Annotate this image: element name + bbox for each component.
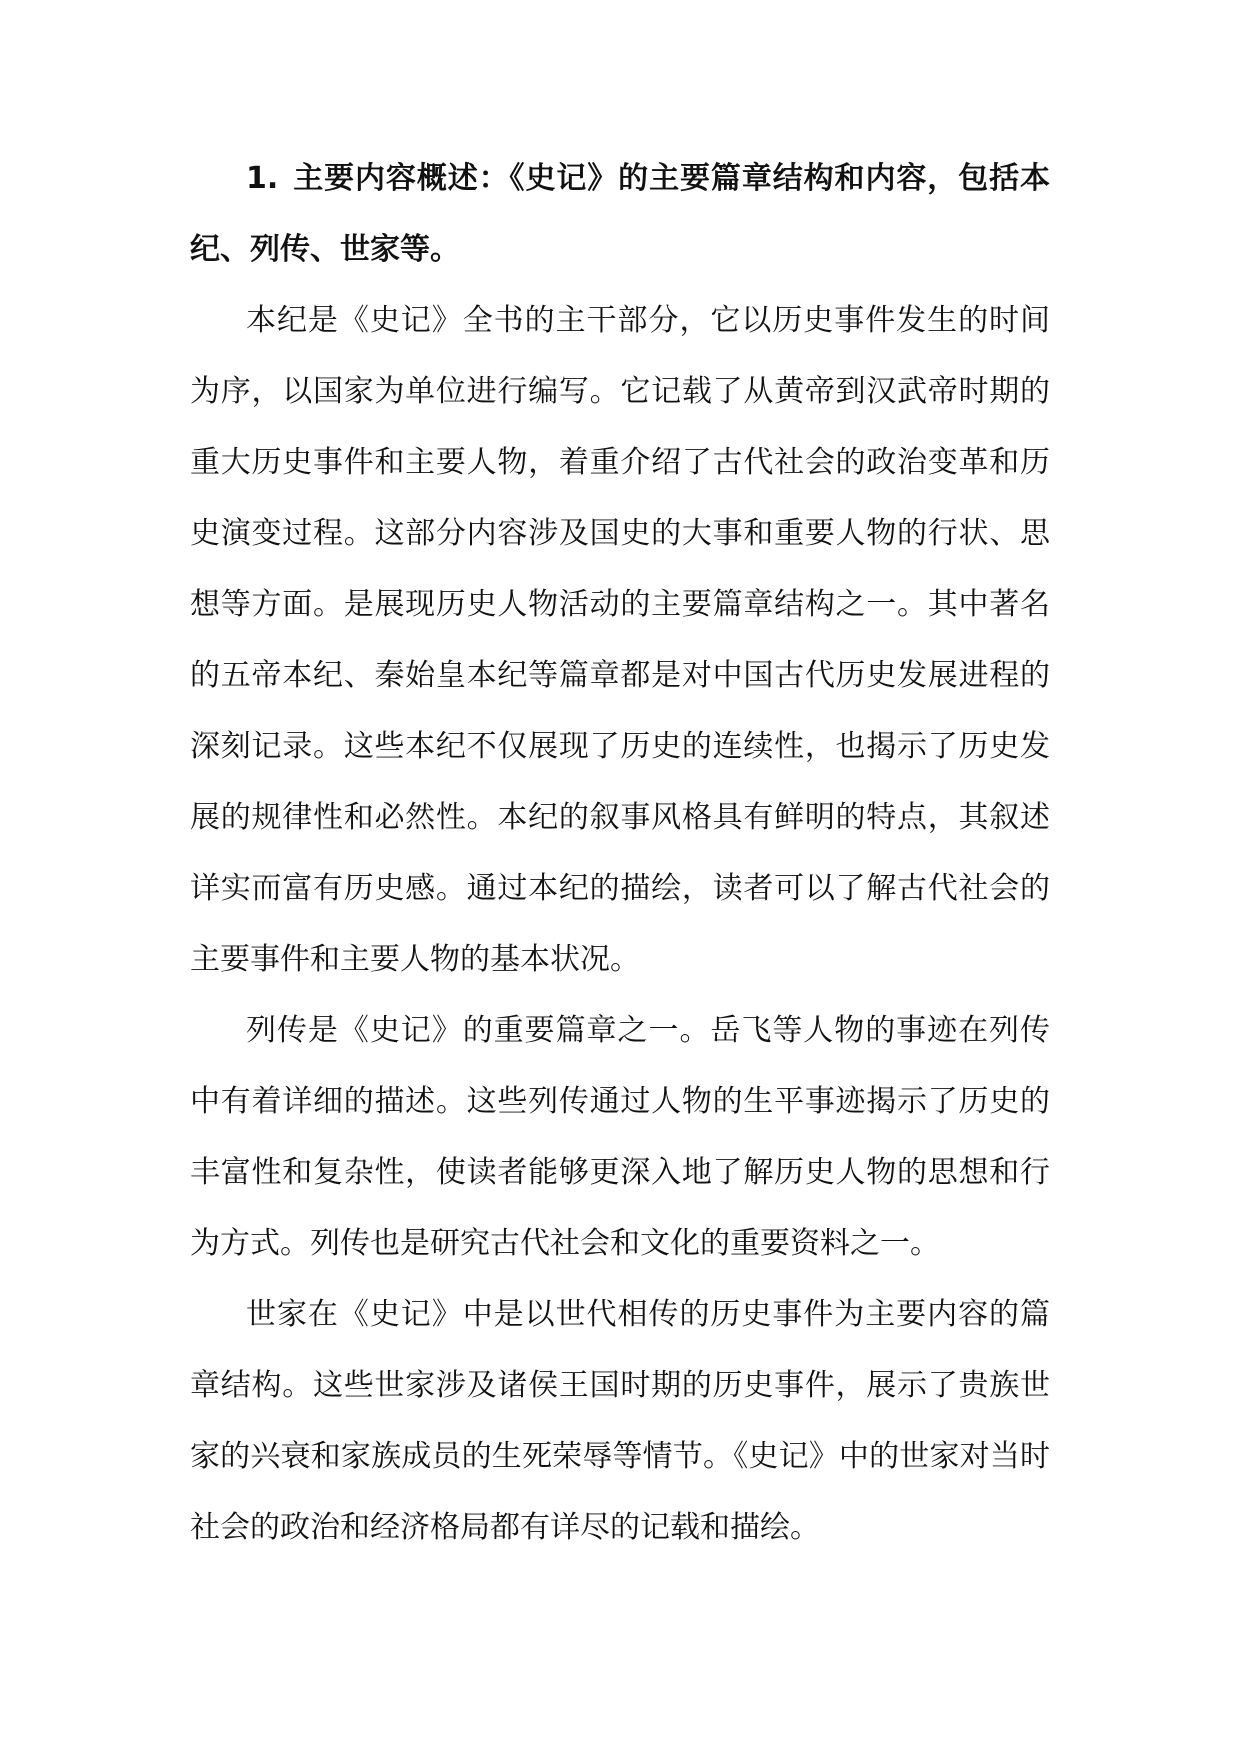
document-body — [190, 143, 1050, 1563]
section-heading — [190, 143, 1050, 285]
paragraph-shijia: 世家在《史记》中是以世代相传的历史事件为主要内容的篇章结构。这些世家涉及诸侯王国时期的历史事件，展示了贵族世家的兴衰和家族成员的生死荣辱等情节。《史记》中的世家对当时社会的政治和经济格局都有详尽的记载和描绘。 — [190, 1297, 1050, 1545]
section-heading-text: 主要内容概述：《史记》的主要篇章结构和内容，包括本纪、列传、世家等。 — [190, 161, 1050, 267]
section-number: 1. — [246, 161, 279, 196]
paragraph-benji: 本纪是《史记》全书的主干部分，它以历史事件发生的时间为序，以国家为单位进行编写。它记载了从黄帝到汉武帝时期的重大历史事件和主要人物，着重介绍了古代社会的政治变革和历史演变过程。这部分内容涉及国史的大事和重要人物的行状、思想等方面。是展现历史人物活动的主要篇章结构之一。其中著名的五帝本纪、秦始皇本纪等篇章都是对中国古代历史发展进程的深刻记录。这些本纪不仅展现了历史的连续性，也揭示了历史发展的规律性和必然性。本纪的叙事风格具有鲜明的特点，其叙述详实而富有历史感。通过本纪的描绘，读者可以了解古代社会的主要事件和主要人物的基本状况。 — [190, 303, 1050, 977]
paragraph-liezhuan: 列传是《史记》的重要篇章之一。岳飞等人物的事迹在列传中有着详细的描述。这些列传通过人物的生平事迹揭示了历史的丰富性和复杂性，使读者能够更深入地了解历史人物的思想和行为方式。列传也是研究古代社会和文化的重要资料之一。 — [190, 1013, 1050, 1261]
